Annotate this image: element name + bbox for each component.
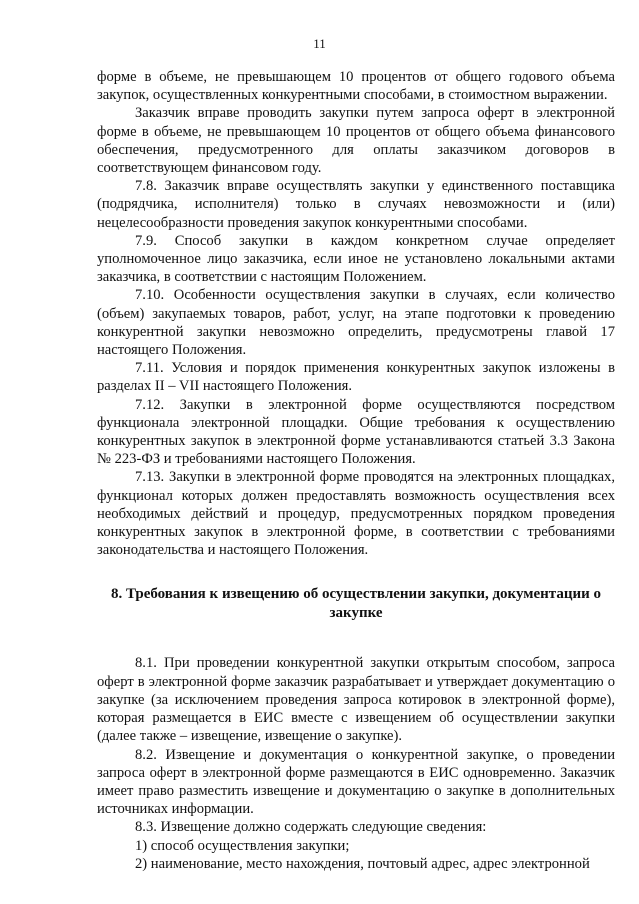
section-heading: 8. Требования к извещению об осуществлении закупки, документации о закупке [110, 586, 602, 622]
paragraph: Заказчик вправе проводить закупки путем запроса оферт в электронной форме в объеме, не превышающем 10 процентов от общего объема финансового обеспечения, предусмотренного для оплаты заказчиком договоров в соответствующем финансовом году. [97, 105, 615, 177]
paragraph: 7.10. Особенности осуществления закупки в случаях, если количество (объем) закупаемых товаров, работ, услуг, на этапе подготовки к проведению конкурентной закупки невозможно определить, предусмотрены главой 17 настоящего Положения. [97, 287, 615, 359]
paragraph: 8.3. Извещение должно содержать следующие сведения: [135, 819, 487, 836]
document-body [97, 68, 615, 873]
list-item: 2) наименование, место нахождения, почтовый адрес, адрес электронной [135, 855, 590, 872]
paragraph: 7.12. Закупки в электронной форме осуществляются посредством функционала электронной площадки. Общие требования к осуществлению конкурентных закупок в электронной форме устанавливаются статьей 3.3 Закона № 223-ФЗ и требованиями настоящего Положения. [97, 396, 615, 468]
paragraph: 7.9. Способ закупки в каждом конкретном случае определяет уполномоченное лицо заказчика, если иное не установлено локальными актами заказчика, в соответствии с настоящим Положением. [97, 232, 615, 286]
paragraph: 8.2. Извещение и документация о конкурентной закупке, о проведении запроса оферт в электронной форме размещаются в ЕИС одновременно. Заказчик имеет право разместить извещение и документацию о закупке в дополнительных источниках информации. [97, 746, 615, 818]
paragraph: 7.13. Закупки в электронной форме проводятся на электронных площадках, функционал которых должен предоставлять возможность осуществления всех необходимых действий и процедур, предусмотренных порядком проведения конкурентных закупок в электронной форме, в соответствии с требованиями законодательства и настоящего Положения. [97, 469, 615, 559]
paragraph: 8.1. При проведении конкурентной закупки открытым способом, запроса оферт в электронной форме заказчик разрабатывает и утверждает документацию о закупке (за исключением проведения запроса котировок в электронной форме), которая размещается в ЕИС вместе с извещением об осуществлении закупки (далее также – извещение, извещение о закупке). [97, 655, 615, 745]
paragraph: 7.8. Заказчик вправе осуществлять закупки у единственного поставщика (подрядчика, исполнителя) только в случаях невозможности и (или) нецелесообразности проведения закупок конкурентными способами. [97, 178, 615, 231]
list-item: 1) способ осуществления закупки; [135, 837, 350, 854]
paragraph: 7.11. Условия и порядок применения конкурентных закупок изложены в разделах II – VII настоящего Положения. [97, 360, 615, 395]
paragraph: форме в объеме, не превышающем 10 процентов от общего годового объема закупок, осуществленных конкурентными способами, в стоимостном выражении. [97, 69, 615, 104]
page-number: 11 [313, 36, 326, 51]
